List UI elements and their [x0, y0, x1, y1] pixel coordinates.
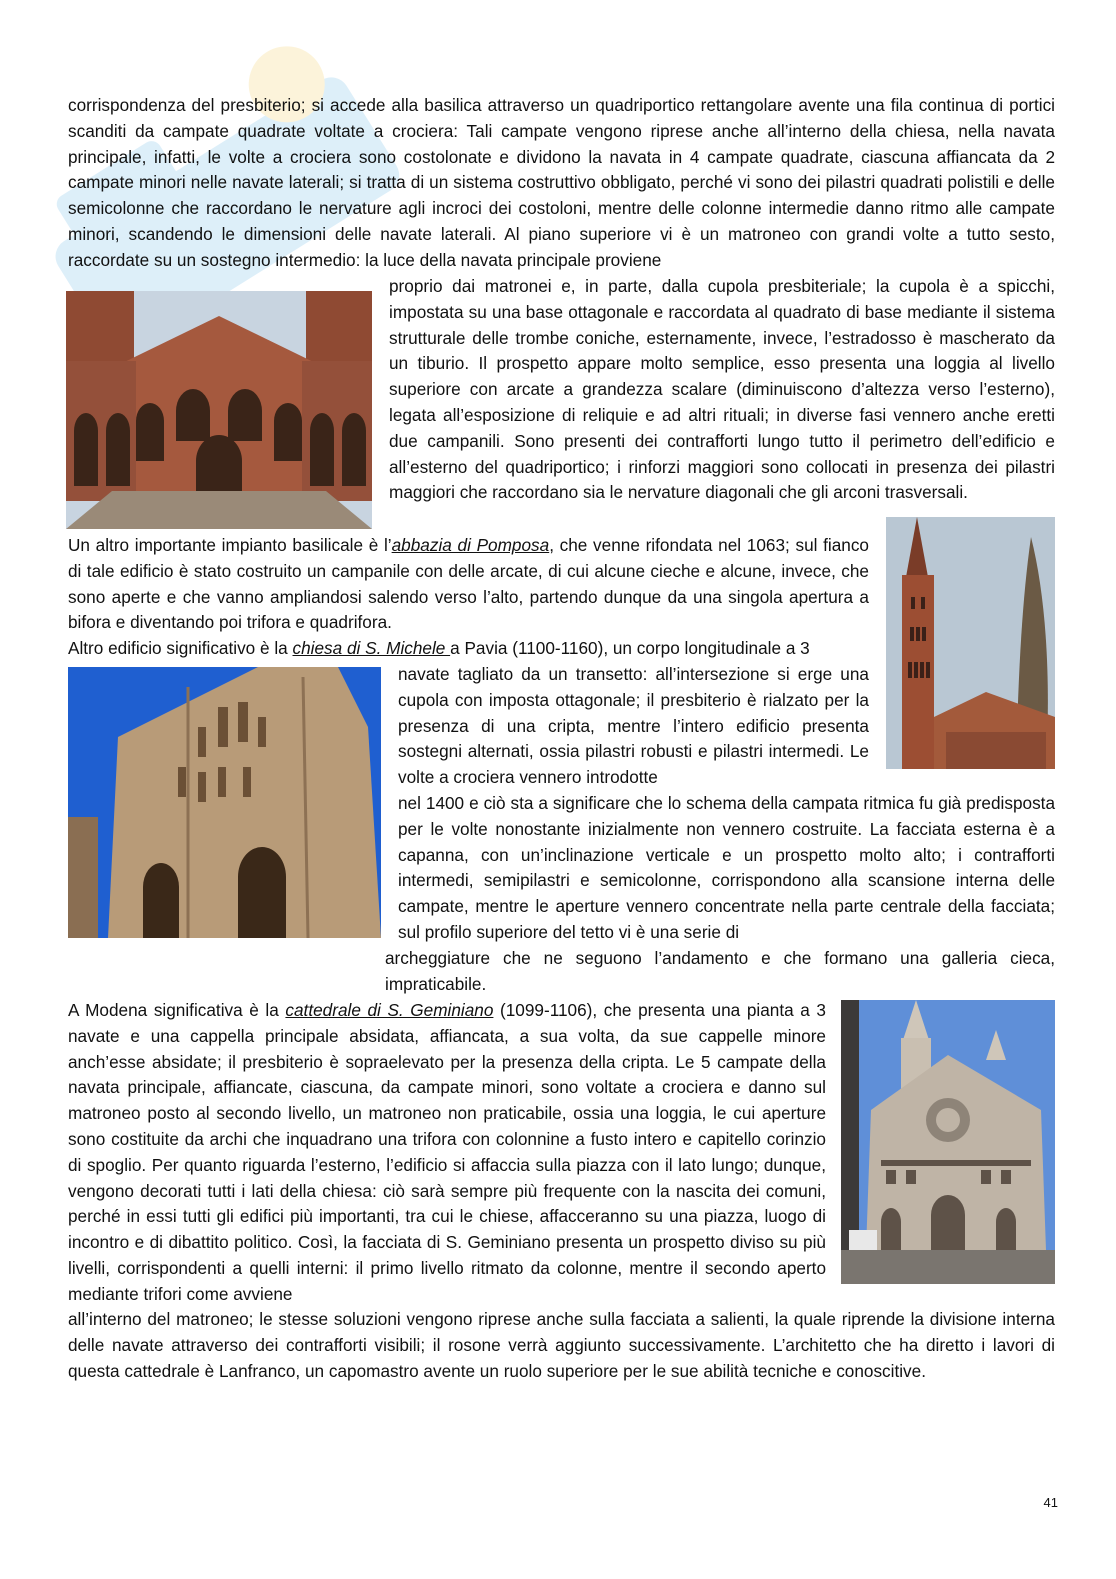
- photo-modena: [841, 1000, 1055, 1284]
- photo-sant-ambrogio: [66, 291, 372, 529]
- text-pomposa-post: , che venne rifondata nel 1063; sul fianco di tale edificio è stato costruito un campanile con delle arcate, di cui alcune cieche e alcune, invece, che sono aperte e che vanno ampliandosi salendo verso l’alto, partendo dunque da una singola apertura a bifora e diventando poi trifora e quadrifora.: [68, 535, 869, 633]
- paragraph-san-michele-b: nel 1400 e ciò sta a significare che lo schema della campata ritmica fu già predisposta per le volte nonostante inizialmente non vennero costruite. La facciata esterna è a capanna, con un’inclinazione verticale e un prospetto molto alto; i contrafforti intermedi, semipilastri e semicolonne, corrispondono alla scansione interna delle campate, mentre le aperture vennero concentrate nella parte centrale della facciata; sul profilo superiore del tetto vi è una serie di: [398, 793, 1055, 942]
- text-michele-pre: Altro edificio significativo è la: [68, 638, 293, 658]
- link-abbazia-pomposa: abbazia di Pomposa: [391, 535, 550, 555]
- paragraph-san-michele-c: archeggiature che ne seguono l’andamento e che formano una galleria cieca, impraticabile.: [385, 948, 1055, 994]
- link-cattedrale-san-geminiano: cattedrale di S. Geminiano: [285, 1000, 494, 1020]
- paragraph-san-michele-intro: [68, 636, 869, 662]
- paragraph-modena-end: all’interno del matroneo; le stesse soluzioni vengono riprese anche sulla facciata a salienti, la quale riprende la divisione interna delle navate attraverso dei contrafforti visibili; il rosone verrà aggiunto successivamente. L’architetto che ha diretto i lavori di questa cattedrale è Lanfranco, un capomastro avente un ruolo superiore per le sue abilità tecniche e conoscitive.: [68, 1309, 1055, 1381]
- photo-san-michele: [68, 667, 381, 938]
- paragraph-sant-ambrogio: proprio dai matronei e, in parte, dalla cupola presbiteriale; la cupola è a spicchi, impostata su una base ottagonale e raccordata al quadrato di base mediante il sistema strutturale delle trombe coniche, esternamente, invece, l’estradosso è mascherato da un tiburio. Il prospetto appare molto semplice, esso presenta una loggia al livello superiore con arcate a grandezza scalare (diminuiscono d’altezza verso l’esterno), legata all’esposizione di reliquie e ad altri rituali; in diverse fasi vennero anche eretti due campanili. Sono presenti dei contrafforti lungo tutto il perimetro dell’edificio e all’esterno del quadriportico; i rinforzi maggiori sono collocati in presenza dei pilastri maggiori che raccordano sia le nervature diagonali che gli arconi trasversali.: [389, 276, 1055, 503]
- link-chiesa-san-michele: chiesa di S. Michele: [292, 638, 451, 658]
- text-modena-pre: A Modena significativa è la: [68, 1000, 286, 1020]
- paragraph-san-michele-a: navate tagliato da un transetto: all’intersezione si erge una cupola con imposta ottagonale; il presbiterio è rialzato per la presenza di una cripta, mentre l’intero edificio presenta sostegni alternati, ossia pilastri robusti e pilastri intermedi. Le volte a crociera vennero introdotte: [398, 664, 869, 788]
- page-number: 41: [1043, 1495, 1058, 1510]
- photo-pomposa: [886, 517, 1055, 769]
- paragraph-modena: [68, 998, 826, 1308]
- paragraph-intro: corrispondenza del presbiterio; si accede alla basilica attraverso un quadriportico rettangolare avente una fila continua di portici scanditi da campate quadrate voltate a crociera: Tali campate vengono riprese anche all’interno della chiesa, nella navata principale, infatti, le volte a crociera sono costolonate e dividono la navata in 4 campate quadrate, ciascuna affiancata da 2 campate minori nelle navate laterali; si tratta di un sistema costruttivo obbligato, perché vi sono dei pilastri quadrati polistili e delle semicolonne che raccordano le nervature agli incroci dei costoloni, mentre delle colonne intermedie danno ritmo alle campate minori, scandendo le dimensioni delle navate laterali. Al piano superiore vi è un matroneo con grandi volte a tutto sesto, raccordate su un sostegno intermedio: la luce della navata principale proviene: [68, 95, 1055, 270]
- text-pomposa-pre: Un altro importante impianto basilicale è l’: [68, 535, 392, 555]
- text-michele-post: a Pavia (1100-1160), un corpo longitudinale a 3: [450, 638, 810, 658]
- paragraph-pomposa: [68, 533, 869, 636]
- text-modena-post: (1099-1106), che presenta una pianta a 3 navate e una cappella principale absidata, affiancata, a sua volta, da sue cappelle minore anch’esse absidate; il presbiterio è sopraelevato per la presenza della cripta. Le 5 campate della navata principale, affiancate, ciascuna, da campate minori, sono voltate a crociera e danno sul matroneo posto al secondo livello, un matroneo non praticabile, ossia una loggia, le cui aperture sono costituite da archi che inquadrano una trifora con colonnine a fusto intero e capitello corinzio di spoglio. Per quanto riguarda l’esterno, l’edificio si affaccia sulla piazza con il lato lungo; dunque, vengono decorati tutti i lati della chiesa: ciò sarà sempre più frequente con la nascita dei comuni, perché in essi tutti gli edifici più importanti, tra cui le chiese, affacceranno su una piazza, luogo di incontro e di dibattito politico. Così, la facciata di S. Geminiano presenta un prospetto diviso su più livelli, corrispondenti a quelli interni: il primo livello ritmato da colonne, mentre il secondo aperto mediante trifori come avviene: [68, 1000, 826, 1304]
